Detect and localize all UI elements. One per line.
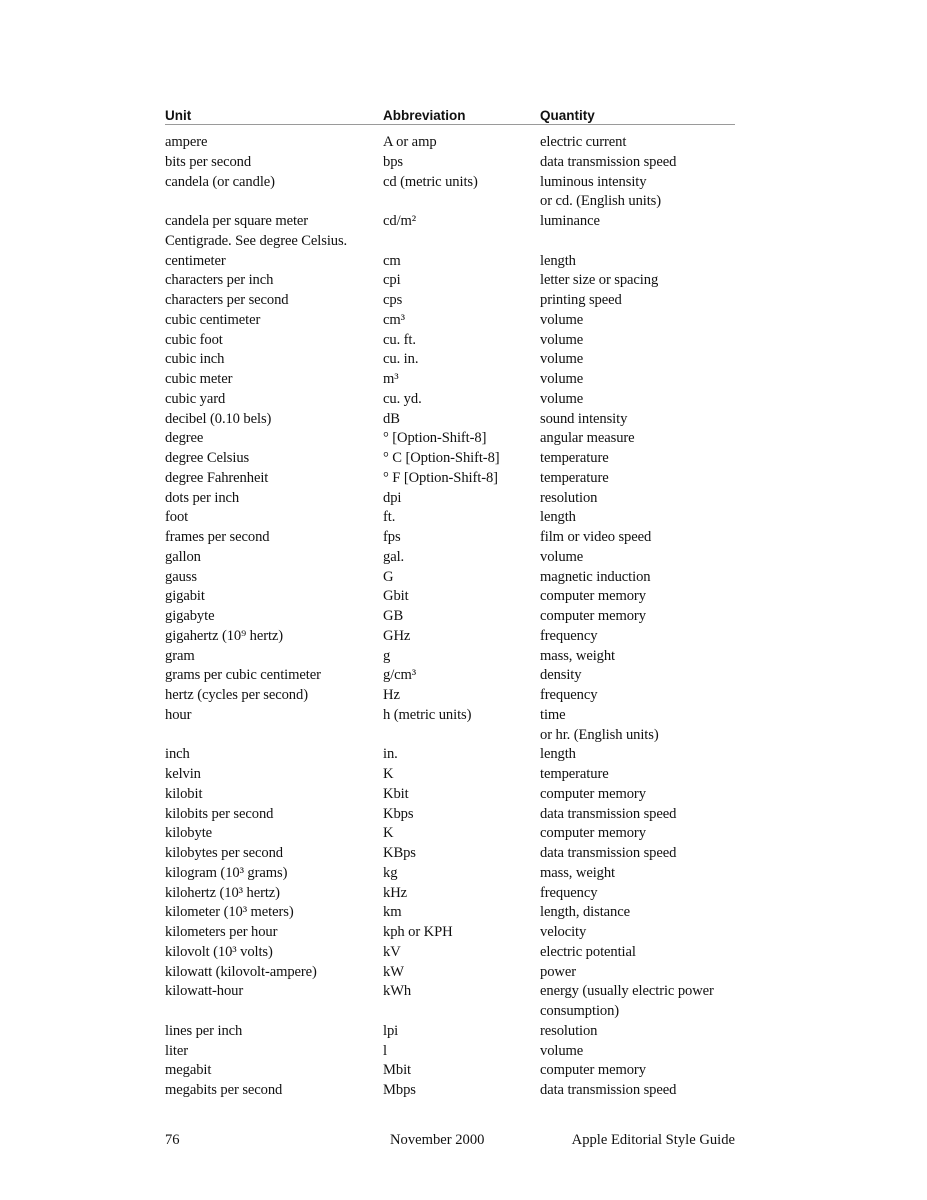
table-row — [165, 1061, 735, 1081]
quantity-cell: velocity — [540, 924, 587, 940]
footer-title: Apple Editorial Style Guide — [571, 1132, 735, 1148]
table-row — [165, 785, 735, 805]
quantity-cell: volume — [540, 1042, 584, 1059]
quantity-cell: frequency — [540, 884, 598, 901]
quantity-cell: density — [540, 667, 582, 684]
table-row — [165, 508, 735, 528]
unit-cell: dots per inch — [165, 489, 240, 506]
unit-cell: kilowatt-hour — [165, 983, 244, 1000]
abbreviation-cell: fps — [383, 529, 401, 545]
unit-cell: characters per second — [165, 292, 289, 308]
unit-cell: candela per square meter — [165, 213, 309, 229]
unit-cell: gigabyte — [165, 608, 215, 624]
table-row — [165, 311, 735, 331]
quantity-cell: printing speed — [540, 292, 622, 308]
abbreviation-cell: cu. ft. — [383, 331, 416, 348]
quantity-cell: letter size or spacing — [540, 272, 659, 289]
quantity-cell: computer memory — [540, 785, 646, 802]
unit-cell: bits per second — [165, 153, 252, 170]
quantity-cell: volume — [540, 311, 584, 328]
unit-cell: cubic centimeter — [165, 311, 261, 328]
unit-cell: liter — [165, 1042, 189, 1059]
abbreviation-cell: cm³ — [383, 311, 405, 328]
quantity-cell: electric current — [540, 134, 627, 150]
abbreviation-cell: A or amp — [383, 134, 437, 150]
table-row — [165, 963, 735, 983]
unit-cell: kilobyte — [165, 825, 213, 842]
abbreviation-cell: kV — [383, 943, 401, 960]
quantity-cell: temperature — [540, 450, 609, 466]
quantity-cell: temperature — [540, 766, 609, 782]
abbreviation-cell: cps — [383, 292, 403, 308]
unit-cell: foot — [165, 509, 189, 526]
table-body — [165, 133, 735, 1101]
abbreviation-cell: KBps — [383, 845, 416, 861]
table-row — [165, 232, 735, 252]
table-row — [165, 884, 735, 904]
abbreviation-cell: cd/m² — [383, 213, 417, 229]
quantity-cell: data transmission speed — [540, 1082, 677, 1098]
unit-cell: degree Fahrenheit — [165, 469, 269, 486]
table-row — [165, 627, 735, 647]
unit-cell: gigabit — [165, 588, 205, 605]
quantity-cell: frequency — [540, 627, 598, 644]
abbreviation-cell: m³ — [383, 371, 399, 387]
table-row — [165, 706, 735, 746]
unit-cell: Centigrade. See degree Celsius. — [165, 232, 348, 249]
abbreviation-cell: in. — [383, 746, 398, 763]
quantity-cell: computer memory — [540, 825, 646, 842]
quantity-cell: volume — [540, 371, 584, 387]
unit-cell: ampere — [165, 134, 208, 150]
unit-cell: kelvin — [165, 766, 201, 782]
unit-cell: centimeter — [165, 252, 226, 269]
table-row — [165, 291, 735, 311]
unit-cell: kilometers per hour — [165, 924, 278, 940]
page-number: 76 — [165, 1132, 180, 1148]
unit-cell: cubic foot — [165, 331, 223, 348]
quantity-cell: sound intensity — [540, 410, 628, 427]
quantity-cell: volume — [540, 390, 584, 407]
table-row — [165, 390, 735, 410]
unit-cell: kilovolt (10³ volts) — [165, 943, 273, 960]
table-row — [165, 271, 735, 291]
quantity-cell: length — [540, 252, 576, 269]
quantity-cell-continued: or hr. (English units) — [540, 726, 659, 743]
abbreviation-cell: kg — [383, 864, 398, 881]
quantity-cell: time — [540, 706, 566, 723]
unit-cell: degree Celsius — [165, 450, 250, 466]
abbreviation-cell: g/cm³ — [383, 667, 417, 684]
table-row — [165, 745, 735, 765]
table-row — [165, 647, 735, 667]
abbreviation-cell: lpi — [383, 1022, 399, 1039]
abbreviation-cell: Hz — [383, 687, 400, 703]
abbreviation-cell: dB — [383, 410, 400, 427]
table-row — [165, 1081, 735, 1101]
unit-cell: gigahertz (10⁹ hertz) — [165, 627, 284, 644]
table-row — [165, 568, 735, 588]
quantity-cell: computer memory — [540, 608, 646, 624]
quantity-cell: volume — [540, 331, 584, 348]
quantity-cell-continued: or cd. (English units) — [540, 193, 662, 210]
unit-cell: kilogram (10³ grams) — [165, 864, 288, 881]
table-row — [165, 370, 735, 390]
table-row — [165, 824, 735, 844]
table-row — [165, 410, 735, 430]
quantity-cell: luminance — [540, 213, 600, 229]
quantity-cell: volume — [540, 351, 584, 368]
header-abbreviation: Abbreviation — [383, 108, 466, 123]
unit-cell: cubic yard — [165, 390, 226, 407]
table-row — [165, 864, 735, 884]
unit-cell: megabit — [165, 1062, 212, 1079]
abbreviation-cell: Mbit — [383, 1062, 411, 1079]
table-row — [165, 1022, 735, 1042]
unit-cell: kilohertz (10³ hertz) — [165, 884, 280, 901]
unit-cell: lines per inch — [165, 1022, 243, 1039]
unit-cell: grams per cubic centimeter — [165, 667, 321, 684]
abbreviation-cell: kW — [383, 963, 404, 980]
abbreviation-cell: cd (metric units) — [383, 173, 478, 190]
table-row — [165, 449, 735, 469]
unit-cell: hertz (cycles per second) — [165, 687, 308, 703]
abbreviation-cell: dpi — [383, 489, 402, 506]
quantity-cell: computer memory — [540, 588, 646, 605]
header-quantity: Quantity — [540, 108, 595, 123]
abbreviation-cell: GHz — [383, 627, 411, 644]
abbreviation-cell: ° C [Option-Shift-8] — [383, 450, 500, 466]
abbreviation-cell: ° [Option-Shift-8] — [383, 430, 487, 447]
unit-cell: megabits per second — [165, 1082, 283, 1098]
table-row — [165, 252, 735, 272]
unit-cell: inch — [165, 746, 190, 763]
abbreviation-cell: cm — [383, 252, 401, 269]
units-table — [165, 104, 735, 1101]
table-row — [165, 212, 735, 232]
table-row — [165, 133, 735, 153]
unit-cell: characters per inch — [165, 272, 274, 289]
unit-cell: hour — [165, 706, 192, 723]
quantity-cell: resolution — [540, 1022, 598, 1039]
unit-cell: kilometer (10³ meters) — [165, 904, 294, 921]
quantity-cell: computer memory — [540, 1062, 646, 1079]
abbreviation-cell: G — [383, 568, 394, 585]
quantity-cell: electric potential — [540, 943, 636, 960]
unit-cell: decibel (0.10 bels) — [165, 410, 272, 427]
abbreviation-cell: g — [383, 647, 391, 664]
abbreviation-cell: K — [383, 825, 394, 842]
unit-cell: degree — [165, 430, 204, 447]
quantity-cell: frequency — [540, 687, 598, 703]
quantity-cell: data transmission speed — [540, 153, 677, 170]
abbreviation-cell: Kbit — [383, 785, 409, 802]
quantity-cell: data transmission speed — [540, 805, 677, 822]
abbreviation-cell: Mbps — [383, 1082, 416, 1098]
quantity-cell: film or video speed — [540, 529, 652, 545]
table-row — [165, 1042, 735, 1062]
quantity-cell: volume — [540, 548, 584, 565]
quantity-cell: length — [540, 509, 576, 526]
abbreviation-cell: ft. — [383, 509, 396, 526]
table-row — [165, 587, 735, 607]
quantity-cell: energy (usually electric power — [540, 983, 714, 1000]
table-row — [165, 173, 735, 213]
table-row — [165, 982, 735, 1022]
quantity-cell: temperature — [540, 469, 609, 486]
page-footer — [165, 1132, 735, 1152]
unit-cell: frames per second — [165, 529, 270, 545]
header-unit: Unit — [165, 108, 192, 123]
table-row — [165, 805, 735, 825]
table-row — [165, 923, 735, 943]
unit-cell: gauss — [165, 568, 197, 585]
table-row — [165, 765, 735, 785]
abbreviation-cell: kWh — [383, 983, 412, 1000]
unit-cell: kilobits per second — [165, 805, 274, 822]
abbreviation-cell: h (metric units) — [383, 706, 472, 723]
table-row — [165, 844, 735, 864]
unit-cell: candela (or candle) — [165, 173, 275, 190]
abbreviation-cell: km — [383, 904, 402, 921]
unit-cell: gram — [165, 647, 195, 664]
table-row — [165, 903, 735, 923]
unit-cell: kilowatt (kilovolt-ampere) — [165, 963, 317, 980]
table-row — [165, 331, 735, 351]
quantity-cell: magnetic induction — [540, 568, 651, 585]
footer-date: November 2000 — [390, 1132, 485, 1148]
abbreviation-cell: cu. yd. — [383, 390, 422, 407]
table-header — [165, 104, 735, 125]
unit-cell: gallon — [165, 548, 201, 565]
quantity-cell: mass, weight — [540, 647, 616, 664]
table-row — [165, 153, 735, 173]
abbreviation-cell: Gbit — [383, 588, 409, 605]
unit-cell: kilobit — [165, 785, 203, 802]
quantity-cell: length, distance — [540, 904, 630, 921]
table-row — [165, 666, 735, 686]
quantity-cell: length — [540, 746, 576, 763]
table-row — [165, 528, 735, 548]
table-row — [165, 943, 735, 963]
abbreviation-cell: gal. — [383, 548, 405, 565]
quantity-cell: mass, weight — [540, 864, 616, 881]
quantity-cell: angular measure — [540, 430, 635, 447]
abbreviation-cell: bps — [383, 153, 403, 170]
table-row — [165, 548, 735, 568]
abbreviation-cell: kHz — [383, 884, 408, 901]
abbreviation-cell: Kbps — [383, 805, 414, 822]
abbreviation-cell: K — [383, 766, 394, 782]
abbreviation-cell: cu. in. — [383, 351, 419, 368]
quantity-cell: power — [540, 963, 576, 980]
unit-cell: cubic inch — [165, 351, 225, 368]
table-row — [165, 686, 735, 706]
quantity-cell: data transmission speed — [540, 845, 677, 861]
abbreviation-cell: kph or KPH — [383, 924, 453, 940]
abbreviation-cell: cpi — [383, 272, 401, 289]
quantity-cell-continued: consumption) — [540, 1003, 620, 1019]
unit-cell: cubic meter — [165, 371, 233, 387]
abbreviation-cell: GB — [383, 608, 404, 624]
quantity-cell: resolution — [540, 489, 598, 506]
unit-cell: kilobytes per second — [165, 845, 283, 861]
quantity-cell: luminous intensity — [540, 173, 647, 190]
table-row — [165, 607, 735, 627]
table-row — [165, 350, 735, 370]
abbreviation-cell: ° F [Option-Shift-8] — [383, 469, 498, 486]
table-row — [165, 489, 735, 509]
table-row — [165, 469, 735, 489]
table-row — [165, 429, 735, 449]
abbreviation-cell: l — [383, 1042, 387, 1059]
